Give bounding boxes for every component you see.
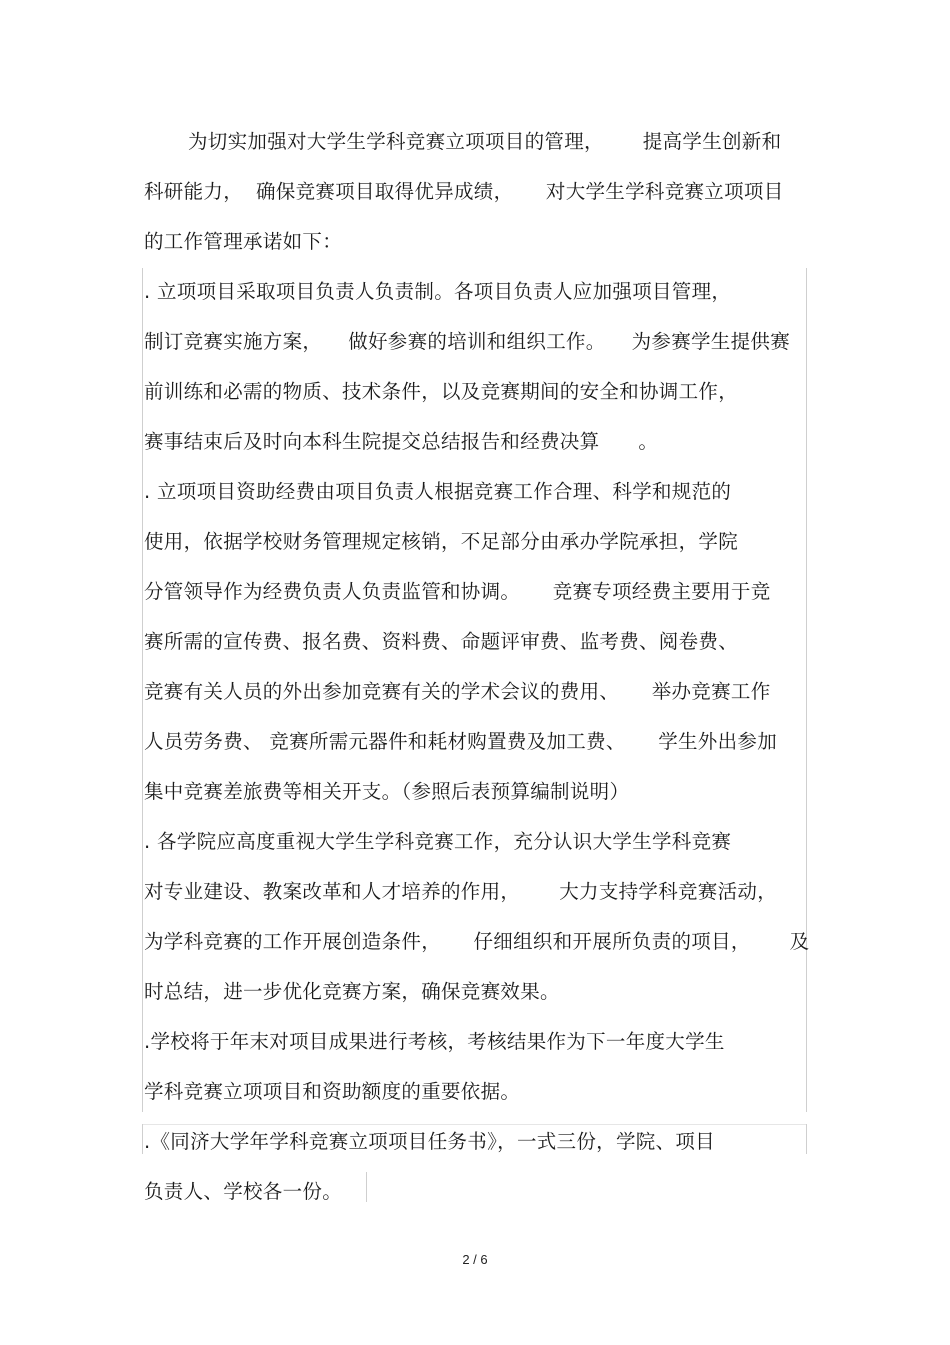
intro-line: 的工作管理承诺如下：	[144, 230, 343, 253]
item-4-line: .学校将于年末对项目成果进行考核，考核结果作为下一年度大学生	[144, 1030, 725, 1053]
page-number: 2 / 6	[462, 1252, 488, 1267]
item-3-line: . 各学院应高度重视大学生学科竞赛工作，充分认识大学生学科竞赛	[144, 830, 732, 853]
intro-line: 为切实加强对大学生学科竞赛立项项目的管理， 提高学生创新和	[188, 130, 782, 153]
frame-right-rule	[806, 268, 807, 1112]
item-2-line: 使用，依据学校财务管理规定核销，不足部分由承办学院承担，学院	[144, 530, 739, 553]
item-2-line: 人员劳务费、 竞赛所需元器件和耗材购置费及加工费、 学生外出参加	[144, 730, 777, 753]
item-5-line: 负责人、学校各一份。	[144, 1180, 343, 1203]
intro-line: 科研能力， 确保竞赛项目取得优异成绩， 对大学生学科竞赛立项项目	[144, 180, 784, 203]
item-2-line: 竞赛有关人员的外出参加竞赛有关的学术会议的费用、 举办竞赛工作	[144, 680, 771, 703]
item-1-line: . 立项项目采取项目负责人负责制。各项目负责人应加强项目管理，	[144, 280, 732, 303]
item-1-line: 前训练和必需的物质、技术条件，以及竞赛期间的安全和协调工作，	[144, 380, 739, 403]
item-3-line: 时总结，进一步优化竞赛方案，确保竞赛效果。	[144, 980, 560, 1003]
item-1-line: 制订竞赛实施方案， 做好参赛的培训和组织工作。 为参赛学生提供赛	[144, 330, 790, 353]
frame-right-rule-lower	[806, 1124, 807, 1154]
frame-left-rule-lower	[142, 1124, 143, 1154]
item-2-line: 分管领导作为经费负责人负责监管和协调。 竞赛专项经费主要用于竞	[144, 580, 771, 603]
item-4-line: 学科竞赛立项项目和资助额度的重要依据。	[144, 1080, 521, 1103]
item-1-line: 赛事结束后及时向本科生院提交总结报告和经费决算 。	[144, 430, 659, 453]
item-2-line: 集中竞赛差旅费等相关开支。（参照后表预算编制说明）	[144, 780, 630, 803]
frame-divider-rule	[142, 1124, 806, 1125]
frame-end-rule	[366, 1172, 367, 1202]
item-3-line: 为学科竞赛的工作开展创造条件， 仔细组织和开展所负责的项目， 及	[144, 930, 810, 953]
item-5-line: .《同济大学年学科竞赛立项项目任务书》，一式三份，学院、项目	[144, 1130, 715, 1153]
item-2-line: . 立项项目资助经费由项目负责人根据竞赛工作合理、科学和规范的	[144, 480, 732, 503]
item-2-line: 赛所需的宣传费、报名费、资料费、命题评审费、监考费、阅卷费、	[144, 630, 739, 653]
frame-left-rule	[142, 268, 143, 1112]
item-3-line: 对专业建设、教案改革和人才培养的作用， 大力支持学科竞赛活动，	[144, 880, 777, 903]
